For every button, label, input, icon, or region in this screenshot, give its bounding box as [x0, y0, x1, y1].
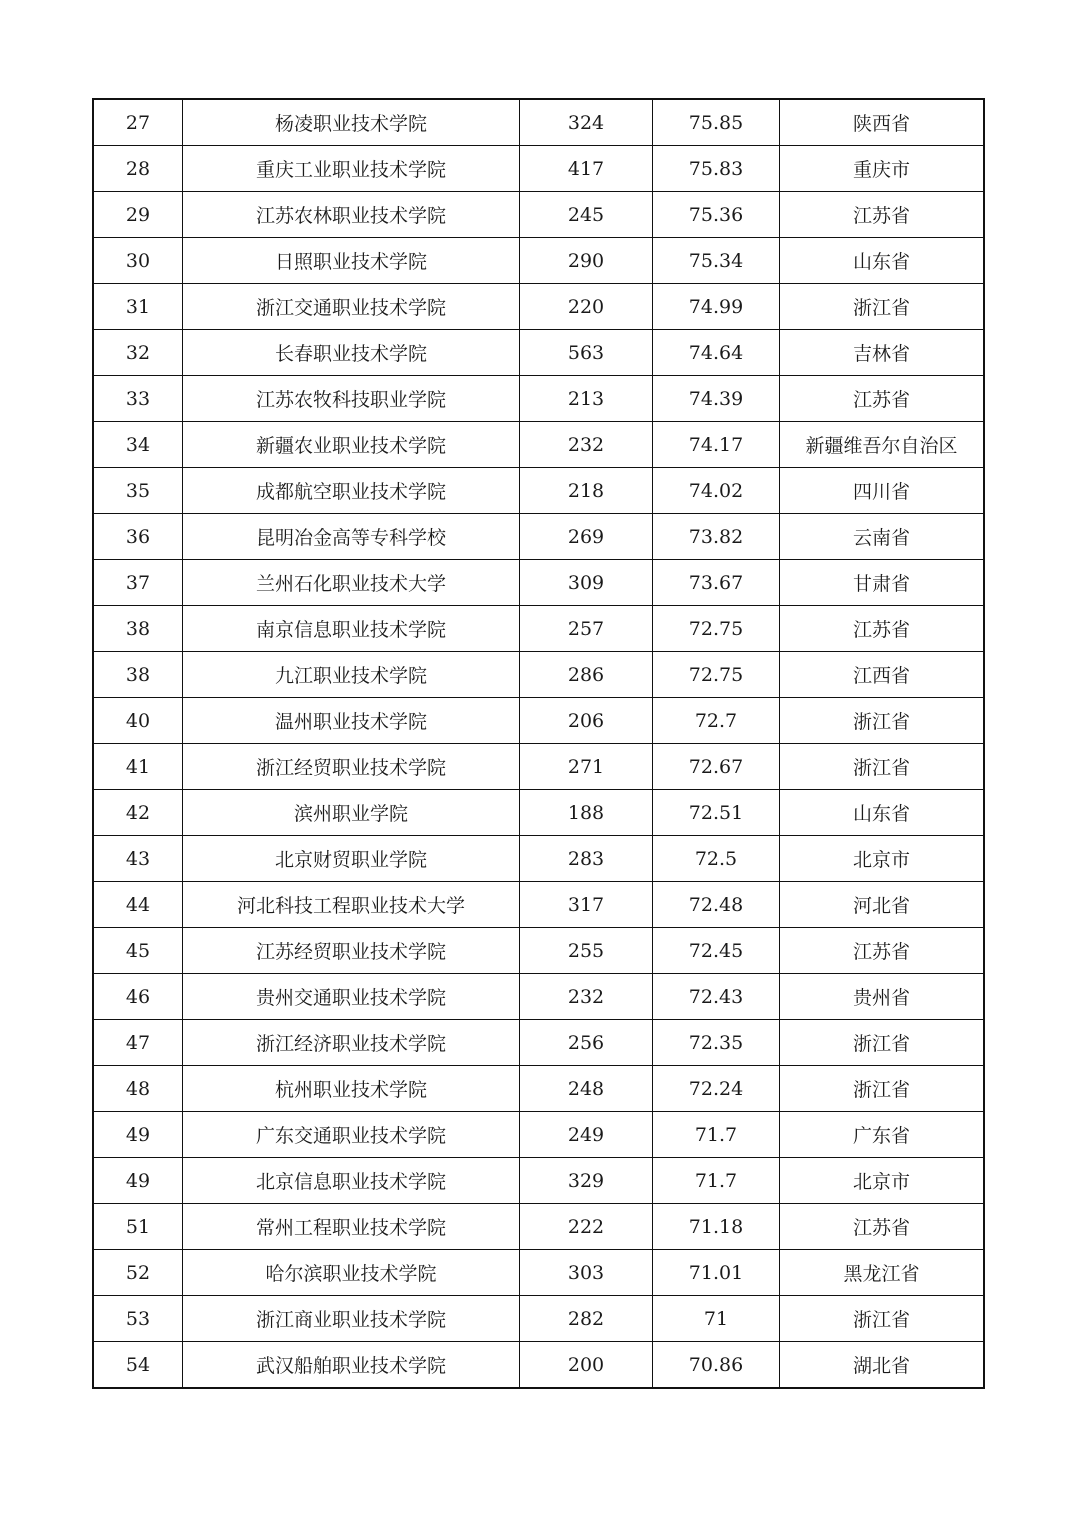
score-cell: 75.36 — [653, 192, 780, 238]
table-row — [93, 928, 984, 974]
rank-cell: 33 — [93, 376, 183, 422]
province-cell: 浙江省 — [780, 284, 985, 330]
institution-name-cell: 成都航空职业技术学院 — [183, 468, 520, 514]
score-cell: 72.43 — [653, 974, 780, 1020]
table-row — [93, 238, 984, 284]
table-row — [93, 836, 984, 882]
institution-name-cell: 浙江交通职业技术学院 — [183, 284, 520, 330]
province-cell: 甘肃省 — [780, 560, 985, 606]
count-cell: 232 — [520, 974, 653, 1020]
table-row — [93, 790, 984, 836]
score-cell: 74.39 — [653, 376, 780, 422]
rank-cell: 45 — [93, 928, 183, 974]
province-cell: 陕西省 — [780, 99, 985, 146]
table-row — [93, 974, 984, 1020]
count-cell: 271 — [520, 744, 653, 790]
table-row — [93, 1296, 984, 1342]
institution-name-cell: 河北科技工程职业技术大学 — [183, 882, 520, 928]
score-cell: 72.51 — [653, 790, 780, 836]
score-cell: 72.48 — [653, 882, 780, 928]
count-cell: 255 — [520, 928, 653, 974]
institution-name-cell: 广东交通职业技术学院 — [183, 1112, 520, 1158]
table-row — [93, 284, 984, 330]
count-cell: 303 — [520, 1250, 653, 1296]
count-cell: 232 — [520, 422, 653, 468]
province-cell: 浙江省 — [780, 1296, 985, 1342]
score-cell: 74.64 — [653, 330, 780, 376]
rank-cell: 36 — [93, 514, 183, 560]
province-cell: 北京市 — [780, 1158, 985, 1204]
institution-name-cell: 长春职业技术学院 — [183, 330, 520, 376]
rank-cell: 40 — [93, 698, 183, 744]
rank-cell: 47 — [93, 1020, 183, 1066]
rank-cell: 38 — [93, 606, 183, 652]
score-cell: 72.24 — [653, 1066, 780, 1112]
score-cell: 71 — [653, 1296, 780, 1342]
province-cell: 江苏省 — [780, 376, 985, 422]
score-cell: 72.45 — [653, 928, 780, 974]
province-cell: 四川省 — [780, 468, 985, 514]
score-cell: 72.5 — [653, 836, 780, 882]
table-row — [93, 192, 984, 238]
rank-cell: 41 — [93, 744, 183, 790]
institution-name-cell: 江苏农牧科技职业学院 — [183, 376, 520, 422]
score-cell: 71.7 — [653, 1112, 780, 1158]
score-cell: 75.34 — [653, 238, 780, 284]
ranking-table-body — [93, 99, 984, 1388]
count-cell: 563 — [520, 330, 653, 376]
count-cell: 286 — [520, 652, 653, 698]
count-cell: 324 — [520, 99, 653, 146]
rank-cell: 31 — [93, 284, 183, 330]
score-cell: 72.7 — [653, 698, 780, 744]
table-row — [93, 1342, 984, 1389]
count-cell: 206 — [520, 698, 653, 744]
score-cell: 71.01 — [653, 1250, 780, 1296]
institution-name-cell: 贵州交通职业技术学院 — [183, 974, 520, 1020]
rank-cell: 30 — [93, 238, 183, 284]
table-row — [93, 376, 984, 422]
rank-cell: 53 — [93, 1296, 183, 1342]
institution-name-cell: 武汉船舶职业技术学院 — [183, 1342, 520, 1389]
institution-name-cell: 重庆工业职业技术学院 — [183, 146, 520, 192]
rank-cell: 35 — [93, 468, 183, 514]
institution-name-cell: 新疆农业职业技术学院 — [183, 422, 520, 468]
province-cell: 浙江省 — [780, 744, 985, 790]
province-cell: 贵州省 — [780, 974, 985, 1020]
table-row — [93, 146, 984, 192]
count-cell: 200 — [520, 1342, 653, 1389]
table-row — [93, 514, 984, 560]
table-row — [93, 1112, 984, 1158]
count-cell: 213 — [520, 376, 653, 422]
province-cell: 浙江省 — [780, 698, 985, 744]
score-cell: 72.35 — [653, 1020, 780, 1066]
count-cell: 220 — [520, 284, 653, 330]
rank-cell: 51 — [93, 1204, 183, 1250]
province-cell: 浙江省 — [780, 1066, 985, 1112]
count-cell: 245 — [520, 192, 653, 238]
count-cell: 222 — [520, 1204, 653, 1250]
institution-name-cell: 浙江经济职业技术学院 — [183, 1020, 520, 1066]
institution-name-cell: 兰州石化职业技术大学 — [183, 560, 520, 606]
score-cell: 72.67 — [653, 744, 780, 790]
table-row — [93, 698, 984, 744]
province-cell: 北京市 — [780, 836, 985, 882]
rank-cell: 49 — [93, 1112, 183, 1158]
ranking-table — [92, 98, 985, 1389]
province-cell: 重庆市 — [780, 146, 985, 192]
table-row — [93, 422, 984, 468]
province-cell: 江西省 — [780, 652, 985, 698]
count-cell: 282 — [520, 1296, 653, 1342]
institution-name-cell: 九江职业技术学院 — [183, 652, 520, 698]
institution-name-cell: 昆明冶金高等专科学校 — [183, 514, 520, 560]
score-cell: 72.75 — [653, 606, 780, 652]
score-cell: 75.85 — [653, 99, 780, 146]
score-cell: 73.67 — [653, 560, 780, 606]
rank-cell: 38 — [93, 652, 183, 698]
count-cell: 188 — [520, 790, 653, 836]
table-row — [93, 1250, 984, 1296]
table-row — [93, 882, 984, 928]
count-cell: 248 — [520, 1066, 653, 1112]
province-cell: 江苏省 — [780, 606, 985, 652]
score-cell: 73.82 — [653, 514, 780, 560]
rank-cell: 44 — [93, 882, 183, 928]
institution-name-cell: 北京财贸职业学院 — [183, 836, 520, 882]
province-cell: 江苏省 — [780, 1204, 985, 1250]
score-cell: 74.99 — [653, 284, 780, 330]
table-row — [93, 468, 984, 514]
count-cell: 309 — [520, 560, 653, 606]
table-row — [93, 99, 984, 146]
institution-name-cell: 杨凌职业技术学院 — [183, 99, 520, 146]
count-cell: 269 — [520, 514, 653, 560]
table-row — [93, 1066, 984, 1112]
province-cell: 江苏省 — [780, 192, 985, 238]
rank-cell: 28 — [93, 146, 183, 192]
score-cell: 74.02 — [653, 468, 780, 514]
count-cell: 283 — [520, 836, 653, 882]
score-cell: 70.86 — [653, 1342, 780, 1389]
province-cell: 湖北省 — [780, 1342, 985, 1389]
count-cell: 256 — [520, 1020, 653, 1066]
score-cell: 74.17 — [653, 422, 780, 468]
table-row — [93, 606, 984, 652]
institution-name-cell: 浙江经贸职业技术学院 — [183, 744, 520, 790]
table-row — [93, 560, 984, 606]
rank-cell: 27 — [93, 99, 183, 146]
institution-name-cell: 杭州职业技术学院 — [183, 1066, 520, 1112]
institution-name-cell: 常州工程职业技术学院 — [183, 1204, 520, 1250]
count-cell: 249 — [520, 1112, 653, 1158]
institution-name-cell: 温州职业技术学院 — [183, 698, 520, 744]
province-cell: 黑龙江省 — [780, 1250, 985, 1296]
institution-name-cell: 滨州职业学院 — [183, 790, 520, 836]
province-cell: 山东省 — [780, 238, 985, 284]
institution-name-cell: 哈尔滨职业技术学院 — [183, 1250, 520, 1296]
institution-name-cell: 江苏农林职业技术学院 — [183, 192, 520, 238]
rank-cell: 48 — [93, 1066, 183, 1112]
score-cell: 71.18 — [653, 1204, 780, 1250]
table-row — [93, 330, 984, 376]
score-cell: 72.75 — [653, 652, 780, 698]
rank-cell: 34 — [93, 422, 183, 468]
score-cell: 75.83 — [653, 146, 780, 192]
province-cell: 浙江省 — [780, 1020, 985, 1066]
rank-cell: 46 — [93, 974, 183, 1020]
rank-cell: 52 — [93, 1250, 183, 1296]
rank-cell: 29 — [93, 192, 183, 238]
rank-cell: 42 — [93, 790, 183, 836]
rank-cell: 32 — [93, 330, 183, 376]
province-cell: 新疆维吾尔自治区 — [780, 422, 985, 468]
province-cell: 吉林省 — [780, 330, 985, 376]
rank-cell: 37 — [93, 560, 183, 606]
count-cell: 218 — [520, 468, 653, 514]
institution-name-cell: 江苏经贸职业技术学院 — [183, 928, 520, 974]
rank-cell: 49 — [93, 1158, 183, 1204]
province-cell: 河北省 — [780, 882, 985, 928]
count-cell: 257 — [520, 606, 653, 652]
table-row — [93, 652, 984, 698]
count-cell: 329 — [520, 1158, 653, 1204]
province-cell: 云南省 — [780, 514, 985, 560]
count-cell: 317 — [520, 882, 653, 928]
table-row — [93, 1204, 984, 1250]
score-cell: 71.7 — [653, 1158, 780, 1204]
rank-cell: 54 — [93, 1342, 183, 1389]
institution-name-cell: 日照职业技术学院 — [183, 238, 520, 284]
institution-name-cell: 浙江商业职业技术学院 — [183, 1296, 520, 1342]
institution-name-cell: 南京信息职业技术学院 — [183, 606, 520, 652]
institution-name-cell: 北京信息职业技术学院 — [183, 1158, 520, 1204]
count-cell: 290 — [520, 238, 653, 284]
count-cell: 417 — [520, 146, 653, 192]
province-cell: 江苏省 — [780, 928, 985, 974]
table-row — [93, 744, 984, 790]
table-row — [93, 1020, 984, 1066]
table-row — [93, 1158, 984, 1204]
province-cell: 广东省 — [780, 1112, 985, 1158]
rank-cell: 43 — [93, 836, 183, 882]
province-cell: 山东省 — [780, 790, 985, 836]
